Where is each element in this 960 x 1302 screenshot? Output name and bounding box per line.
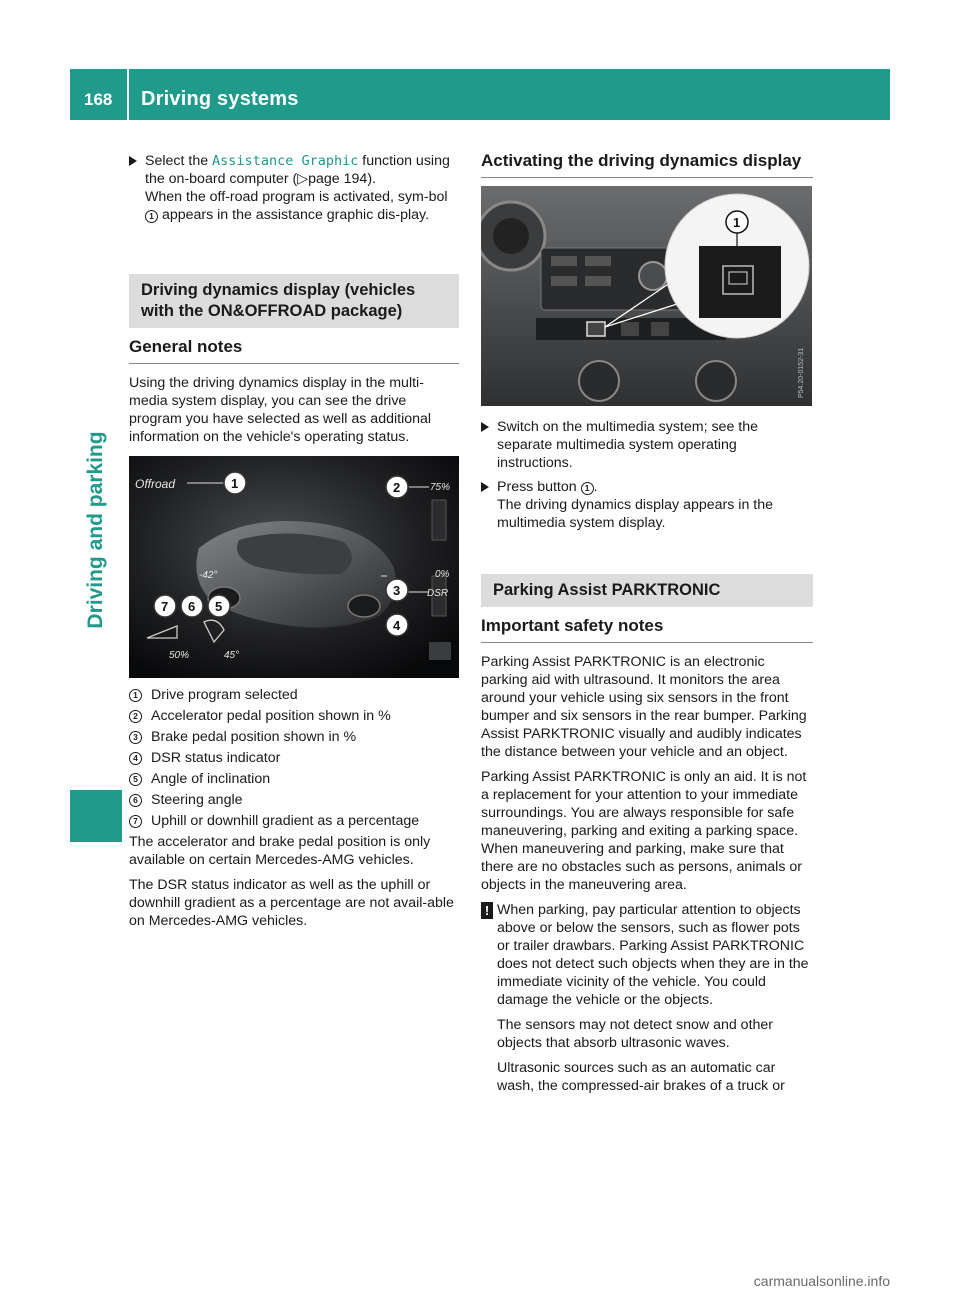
menu-item-name: Assistance Graphic xyxy=(212,153,359,169)
subsection-heading: General notes xyxy=(129,338,459,364)
side-tab-marker xyxy=(70,790,122,842)
photo-callout-1 xyxy=(726,211,748,233)
section-heading: Parking Assist PARKTRONIC xyxy=(481,574,813,607)
page-number: 168 xyxy=(84,90,113,109)
svg-text:3: 3 xyxy=(393,583,401,598)
warning-icon: ! xyxy=(481,902,493,919)
svg-text:1: 1 xyxy=(231,476,239,491)
figure-callout-6 xyxy=(181,595,203,617)
page-ref-arrow-icon: ▷ xyxy=(297,171,309,187)
multimedia-button-photo xyxy=(481,186,812,406)
legend-item: 2 Accelerator pedal position shown in % xyxy=(129,707,459,725)
callout-number: 1 xyxy=(581,482,594,495)
right-column xyxy=(481,152,813,1102)
driving-dynamics-display-figure xyxy=(129,456,459,678)
figure-incline-value: 45° xyxy=(224,650,240,661)
figure-callout-4 xyxy=(386,614,408,636)
instruction-step: Switch on the multimedia system; see the separate multimedia system operating instructions. xyxy=(481,418,813,472)
figure-dsr-value: DSR xyxy=(427,588,449,599)
figure-accel-value: 75% xyxy=(430,482,451,493)
page-reference-link[interactable]: page 194). xyxy=(308,171,376,187)
intro-paragraph: Using the driving dynamics display in the multi-media system display, you can see the drive program you have selected as well as additional information on the vehicle's operating status. xyxy=(129,375,432,445)
callout-number: 1 xyxy=(145,210,158,223)
header-divider xyxy=(127,69,129,120)
svg-text:6: 6 xyxy=(188,599,196,614)
figure-callout-1 xyxy=(224,472,246,494)
note-paragraph: The accelerator and brake pedal position is only available on certain Mercedes-AMG vehicles. xyxy=(129,834,431,868)
body-paragraph: Parking Assist PARKTRONIC is only an aid. It is not a replacement for your attention to your immediate surroundings. You are always responsible for safe maneuvering, parking and exiting a parking space. When maneuvering and parking, make sure that there are no obstacles such as persons, animals or objects in the maneuvering area. xyxy=(481,769,807,893)
figure-callout-5 xyxy=(208,595,230,617)
legend-item: 3 Brake pedal position shown in % xyxy=(129,728,459,746)
figure-callout-3 xyxy=(386,579,408,601)
legend-item: 4 DSR status indicator xyxy=(129,749,459,767)
legend-item: 5 Angle of inclination xyxy=(129,770,459,788)
section-heading: Driving dynamics display (vehicles with the ON&OFFROAD package) xyxy=(129,274,459,328)
svg-text:2: 2 xyxy=(393,480,401,495)
figure-offroad-label: Offroad xyxy=(135,477,176,491)
legend-item: 6 Steering angle xyxy=(129,791,459,809)
page-title: Driving systems xyxy=(141,88,299,110)
figure-callout-7 xyxy=(154,595,176,617)
side-tab-label: Driving and parking xyxy=(84,431,107,629)
subsection-heading: Important safety notes xyxy=(481,617,813,643)
svg-text:1: 1 xyxy=(733,215,741,230)
note-paragraph: The DSR status indicator as well as the uphill or downhill gradient as a percentage are not avail-able on Mercedes-AMG vehicles. xyxy=(129,877,454,929)
svg-text:4: 4 xyxy=(393,618,401,633)
figure-brake-value: 0% xyxy=(435,569,450,580)
legend-item: 7 Uphill or downhill gradient as a percentage xyxy=(129,812,459,830)
figure-code: P54.20-0152-31 xyxy=(798,347,805,398)
warning-block: ! When parking, pay particular attention to objects above or below the sensors, such as flower pots or trailer drawbars. Parking Assist PARKTRONIC does not detect such objects when they are in the immediate vicinity of the vehicle. You could damage the vehicle or the objects. The sensors may not detect snow and other objects that absorb ultrasonic waves. Ultrasonic sources such as an automatic car wash, the compressed-air brakes of a truck or xyxy=(481,901,813,1095)
instruction-step: Select the Assistance Graphic function using the on-board computer (▷page 194). When the off-road program is activated, sym-bol 1 appears in the assistance graphic dis-play. xyxy=(129,152,459,224)
figure-steering-value: -42° xyxy=(199,570,218,581)
figure-gradient-value: 50% xyxy=(169,650,190,661)
left-column xyxy=(129,152,459,937)
figure-callout-2 xyxy=(386,476,408,498)
watermark: carmanualsonline.info xyxy=(753,1273,890,1289)
body-paragraph: Parking Assist PARKTRONIC is an electronic parking aid with ultrasound. It monitors the area around your vehicle using six sensors in the front bumper and six sensors in the rear bumper. Parking Assist PARKTRONIC visually and audibly indicates the distance between your vehicle and an object. xyxy=(481,654,807,760)
instruction-step: Press button 1 . The driving dynamics display appears in the multimedia system display. xyxy=(481,478,813,532)
section-heading: Activating the driving dynamics display xyxy=(481,152,813,178)
figure-legend xyxy=(129,686,459,830)
svg-text:7: 7 xyxy=(161,599,169,614)
legend-item: 1 Drive program selected xyxy=(129,686,459,704)
svg-text:5: 5 xyxy=(215,599,223,614)
